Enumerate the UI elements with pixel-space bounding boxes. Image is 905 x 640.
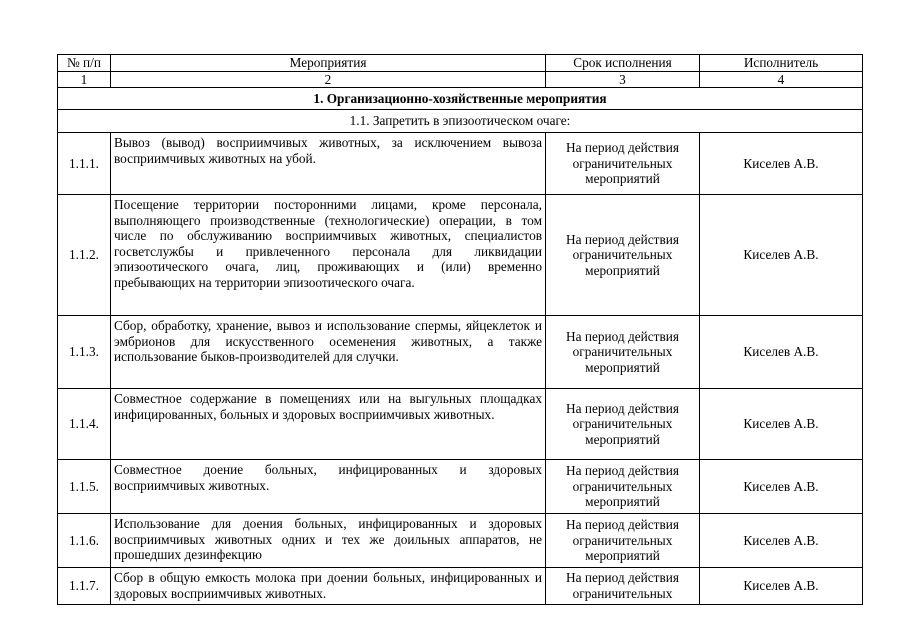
row-measure: Посещение территории посторонними лицами, кроме персонала, выполняющего производственные (технологические) операции, в том числе по обслуживанию восприимчивых животных, специалистов госветслужбы и привлеченного персонала для ликвидации эпизоотического очага, лиц, проживающих и (или) временно пребывающих на территории эпизоотического очага. xyxy=(111,195,546,316)
col-number: 2 xyxy=(111,71,546,88)
row-measure: Совместное доение больных, инфицированных и здоровых восприимчивых животных. xyxy=(111,460,546,514)
header-term: Срок исполнения xyxy=(546,55,700,72)
col-number: 1 xyxy=(58,71,111,88)
row-measure: Сбор в общую емкость молока при доении больных, инфицированных и здоровых восприимчивых животных. xyxy=(111,568,546,605)
subsection-title: 1.1. Запретить в эпизоотическом очаге: xyxy=(58,110,863,133)
subsection-row xyxy=(58,110,863,133)
row-number: 1.1.7. xyxy=(58,568,111,605)
header-measures: Мероприятия xyxy=(111,55,546,72)
row-term: На период действия ограничительных мероприятий xyxy=(546,316,700,389)
table-row xyxy=(58,514,863,568)
col-number: 4 xyxy=(700,71,863,88)
row-term: На период действия ограничительных мероприятий xyxy=(546,460,700,514)
row-term: На период действия ограничительных мероприятий xyxy=(546,389,700,460)
row-number: 1.1.6. xyxy=(58,514,111,568)
row-number: 1.1.2. xyxy=(58,195,111,316)
row-term: На период действия ограничительных мероприятий xyxy=(546,133,700,195)
row-executor: Киселев А.В. xyxy=(700,460,863,514)
row-executor: Киселев А.В. xyxy=(700,514,863,568)
row-term: На период действия ограничительных мероприятий xyxy=(546,195,700,316)
row-executor: Киселев А.В. xyxy=(700,568,863,605)
row-executor: Киселев А.В. xyxy=(700,133,863,195)
measures-table xyxy=(57,54,863,605)
row-executor: Киселев А.В. xyxy=(700,389,863,460)
table-row xyxy=(58,316,863,389)
row-measure: Совместное содержание в помещениях или на выгульных площадках инфицированных, больных и здоровых восприимчивых животных. xyxy=(111,389,546,460)
header-row xyxy=(58,55,863,72)
col-number: 3 xyxy=(546,71,700,88)
row-number: 1.1.3. xyxy=(58,316,111,389)
row-term: На период действия ограничительных xyxy=(546,568,700,605)
header-num: № п/п xyxy=(58,55,111,72)
row-number: 1.1.5. xyxy=(58,460,111,514)
row-executor: Киселев А.В. xyxy=(700,316,863,389)
header-executor: Исполнитель xyxy=(700,55,863,72)
row-measure: Сбор, обработку, хранение, вывоз и использование спермы, яйцеклеток и эмбрионов для искусственного осеменения животных, а также использование быков-производителей для случки. xyxy=(111,316,546,389)
table-row xyxy=(58,389,863,460)
section-title: 1. Организационно-хозяйственные мероприятия xyxy=(58,88,863,110)
row-executor: Киселев А.В. xyxy=(700,195,863,316)
table-row xyxy=(58,195,863,316)
table-row xyxy=(58,460,863,514)
column-number-row xyxy=(58,71,863,88)
row-measure: Использование для доения больных, инфицированных и здоровых восприимчивых животных одних и тех же доильных аппаратов, не прошедших дезинфекцию xyxy=(111,514,546,568)
table-row xyxy=(58,133,863,195)
row-number: 1.1.4. xyxy=(58,389,111,460)
row-number: 1.1.1. xyxy=(58,133,111,195)
row-term: На период действия ограничительных мероприятий xyxy=(546,514,700,568)
table-row xyxy=(58,568,863,605)
row-measure: Вывоз (вывод) восприимчивых животных, за исключением вывоза восприимчивых животных на убой. xyxy=(111,133,546,195)
section-row xyxy=(58,88,863,110)
